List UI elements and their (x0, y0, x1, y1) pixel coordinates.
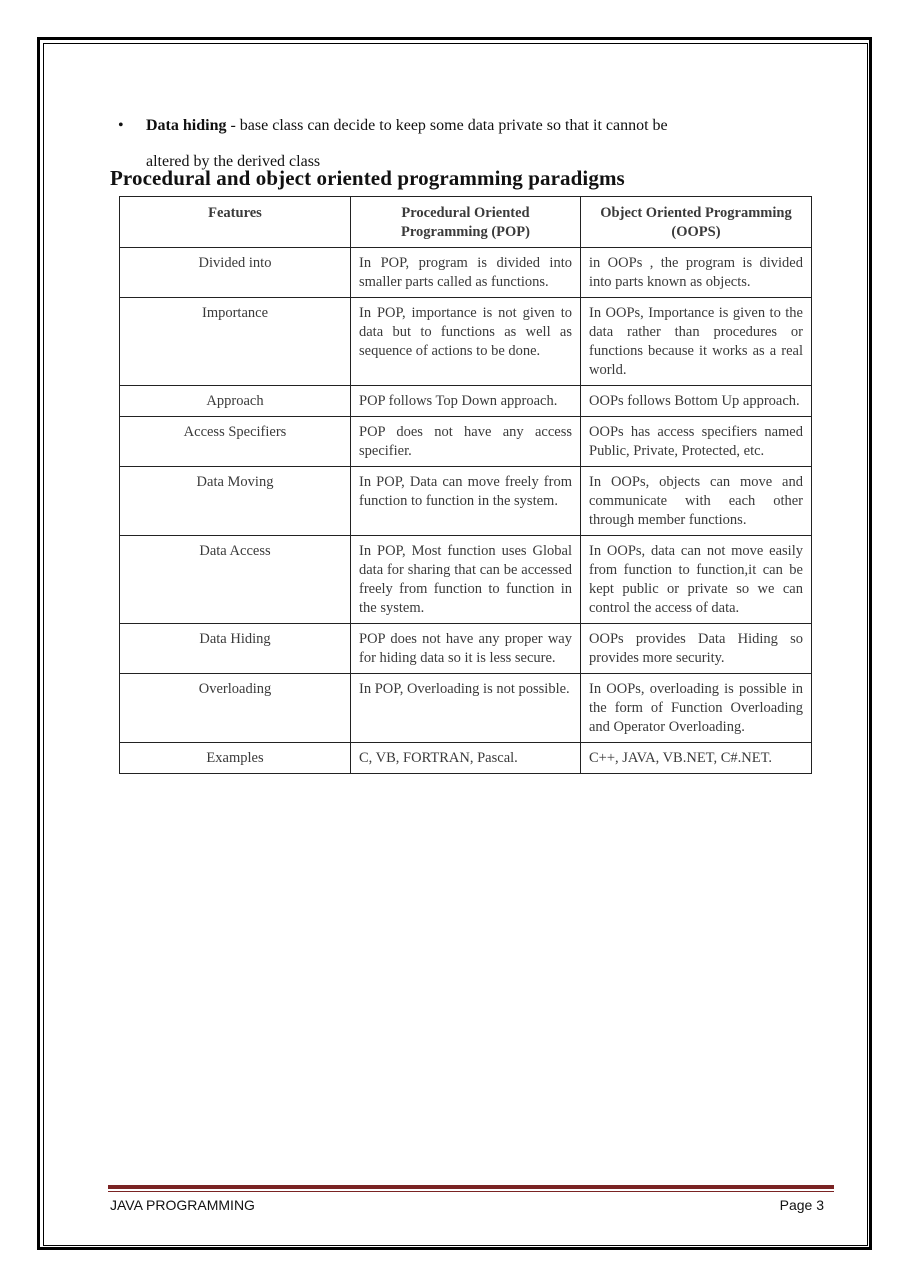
table-row (120, 624, 812, 674)
row-pop: POP does not have any proper way for hiding data so it is less secure. (351, 624, 581, 674)
row-oop: In OOPs, Importance is given to the data rather than procedures or functions because it works as a real world. (581, 298, 812, 386)
row-pop: In POP, Data can move freely from function to function in the system. (351, 467, 581, 536)
row-pop: C, VB, FORTRAN, Pascal. (351, 743, 581, 774)
table-row (120, 298, 812, 386)
page-number: Page 3 (779, 1197, 824, 1213)
row-oop: OOPs follows Bottom Up approach. (581, 386, 812, 417)
row-feature: Data Access (120, 536, 351, 624)
table-row (120, 674, 812, 743)
row-feature: Approach (120, 386, 351, 417)
row-oop: In OOPs, data can not move easily from function to function,it can be kept public or private so we can control the access of data. (581, 536, 812, 624)
row-oop: OOPs has access specifiers named Public, Private, Protected, etc. (581, 417, 812, 467)
table-row (120, 467, 812, 536)
header-oop: Object Oriented Programming (OOPS) (581, 197, 812, 248)
header-features: Features (120, 197, 351, 248)
table-header-row (120, 197, 812, 248)
row-oop: OOPs provides Data Hiding so provides more security. (581, 624, 812, 674)
table-row (120, 386, 812, 417)
comparison-table (119, 196, 812, 774)
bullet-continuation: altered by the derived class (146, 153, 321, 170)
table-row (120, 417, 812, 467)
row-feature: Examples (120, 743, 351, 774)
footer-rule-thin (108, 1191, 834, 1192)
bullet-term: Data hiding (146, 117, 227, 134)
bullet-description: - base class can decide to keep some data private so that it cannot be (226, 117, 668, 134)
row-oop: In OOPs, overloading is possible in the form of Function Overloading and Operator Overloading. (581, 674, 812, 743)
row-pop: In POP, Most function uses Global data for sharing that can be accessed freely from function to function in the system. (351, 536, 581, 624)
row-pop: POP does not have any access specifier. (351, 417, 581, 467)
row-pop: In POP, Overloading is not possible. (351, 674, 581, 743)
row-oop: In OOPs, objects can move and communicate with each other through member functions. (581, 467, 812, 536)
row-feature: Overloading (120, 674, 351, 743)
row-oop: C++, JAVA, VB.NET, C#.NET. (581, 743, 812, 774)
table-row (120, 536, 812, 624)
table-row (120, 743, 812, 774)
footer-rule-thick (108, 1185, 834, 1189)
row-pop: In POP, importance is not given to data but to functions as well as sequence of actions to be done. (351, 298, 581, 386)
row-feature: Divided into (120, 248, 351, 298)
row-feature: Data Moving (120, 467, 351, 536)
bullet-dot: • (118, 117, 124, 134)
header-pop: Procedural Oriented Programming (POP) (351, 197, 581, 248)
row-feature: Data Hiding (120, 624, 351, 674)
table-row (120, 248, 812, 298)
row-pop: In POP, program is divided into smaller parts called as functions. (351, 248, 581, 298)
row-feature: Access Specifiers (120, 417, 351, 467)
footer-title: JAVA PROGRAMMING (110, 1197, 255, 1213)
row-oop: in OOPs , the program is divided into parts known as objects. (581, 248, 812, 298)
row-pop: POP follows Top Down approach. (351, 386, 581, 417)
section-heading: Procedural and object oriented programming paradigms (110, 166, 625, 190)
row-feature: Importance (120, 298, 351, 386)
